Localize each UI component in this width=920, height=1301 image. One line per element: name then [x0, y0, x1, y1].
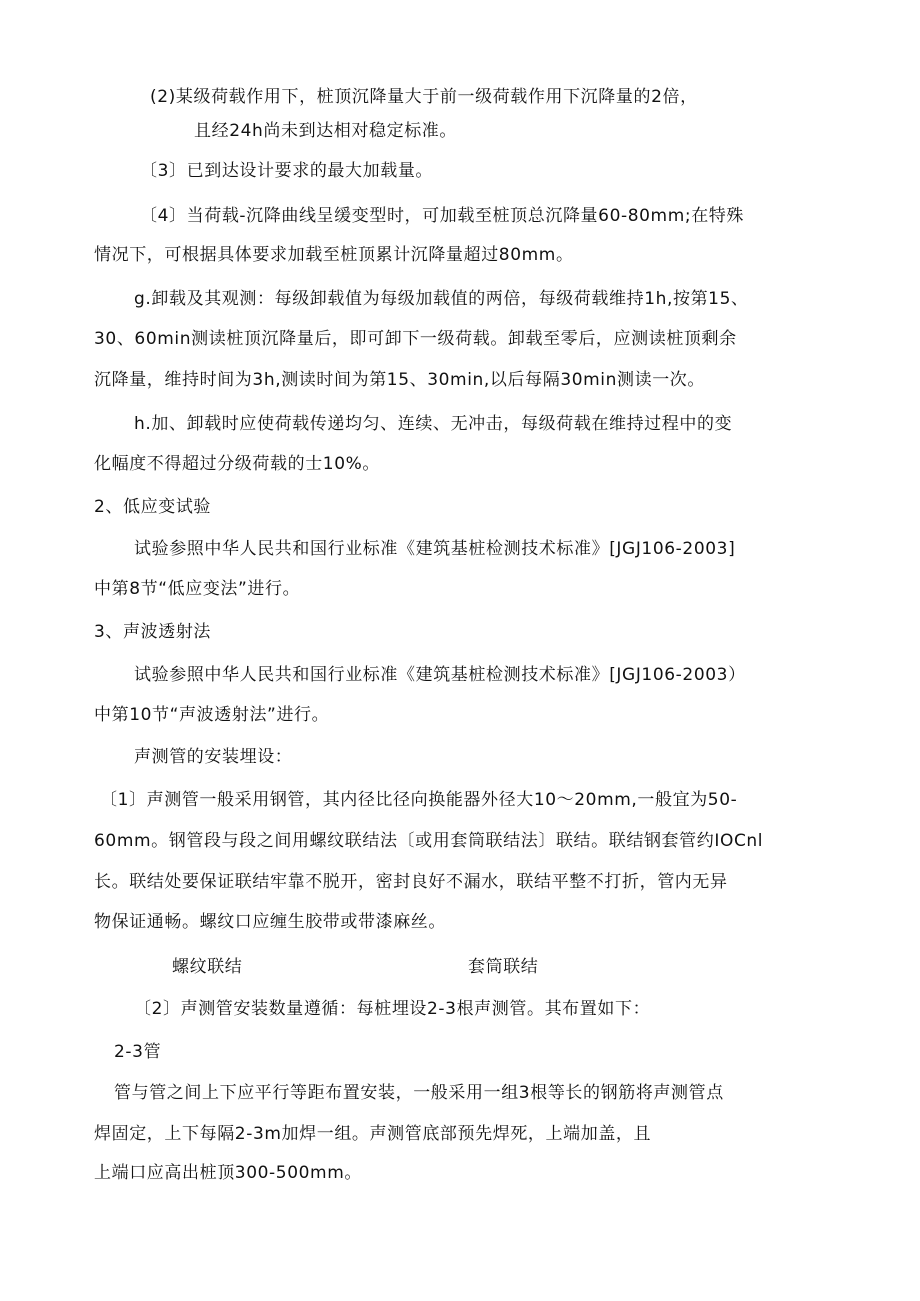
text-line-1: (2)某级荷载作用下，桩顶沉降量大于前一级荷载作用下沉降量的2倍，	[150, 87, 698, 107]
text-line-15: 试验参照中华人民共和国行业标准《建筑基桩检测技术标准》[JGJ106-2003）	[134, 665, 746, 685]
text-line-10: 化幅度不得超过分级荷载的士10%。	[94, 454, 380, 474]
text-line-9: h.加、卸载时应使荷载传递均匀、连续、无冲击，每级荷载在维持过程中的变	[134, 414, 733, 434]
text-line-3: 〔3〕已到达设计要求的最大加载量。	[140, 161, 434, 181]
text-line-6: g.卸载及其观测：每级卸载值为每级加载值的两倍，每级荷载维持1h,按第15、	[134, 289, 749, 309]
text-line-20: 长。联结处要保证联结牢靠不脱开，密封良好不漏水，联结平整不打折，管内无异	[94, 872, 728, 892]
text-line-21: 物保证通畅。螺纹口应缠生胶带或带漆麻丝。	[94, 912, 446, 932]
text-line-16: 中第10节“声波透射法”进行。	[94, 705, 330, 725]
text-line-26: 管与管之间上下应平行等距布置安装，一般采用一组3根等长的钢筋将声测管点	[114, 1083, 724, 1103]
section-heading-2: 2、低应变试验	[94, 497, 212, 517]
text-line-5: 情况下，可根据具体要求加载至桩顶累计沉降量超过80mm。	[94, 245, 574, 265]
figure-caption-sleeve: 套筒联结	[468, 957, 539, 977]
text-line-2: 且经24h尚未到达相对稳定标准。	[194, 121, 458, 141]
text-line-17: 声测管的安装埋设：	[134, 747, 293, 767]
text-line-25: 2-3管	[114, 1042, 162, 1062]
text-line-18: 〔1〕声测管一般采用钢管，其内径比径向换能器外径大10～20mm,一般宜为50-	[100, 790, 738, 810]
text-line-7: 30、60min测读桩顶沉降量后，即可卸下一级荷载。卸载至零后，应测读桩顶剩余	[94, 329, 737, 349]
text-line-12: 试验参照中华人民共和国行业标准《建筑基桩检测技术标准》[JGJ106-2003]	[134, 539, 736, 559]
text-line-13: 中第8节“低应变法”进行。	[94, 579, 301, 599]
text-line-4: 〔4〕当荷载-沉降曲线呈缓变型时，可加载至桩顶总沉降量60-80mm;在特殊	[140, 206, 744, 226]
text-line-24: 〔2〕声测管安装数量遵循：每桩埋设2-3根声测管。其布置如下：	[134, 999, 651, 1019]
figure-caption-thread: 螺纹联结	[172, 957, 243, 977]
section-heading-3: 3、声波透射法	[94, 622, 212, 642]
text-line-19: 60mm。钢管段与段之间用螺纹联结法〔或用套筒联结法〕联结。联结钢套管约IOCnl	[94, 831, 764, 851]
text-line-27: 焊固定，上下每隔2-3m加焊一组。声测管底部预先焊死，上端加盖，且	[94, 1124, 652, 1144]
text-line-28: 上端口应高出桩顶300-500mm。	[94, 1163, 362, 1183]
text-line-8: 沉降量，维持时间为3h,测读时间为第15、30min,以后每隔30min测读一次。	[94, 370, 706, 390]
